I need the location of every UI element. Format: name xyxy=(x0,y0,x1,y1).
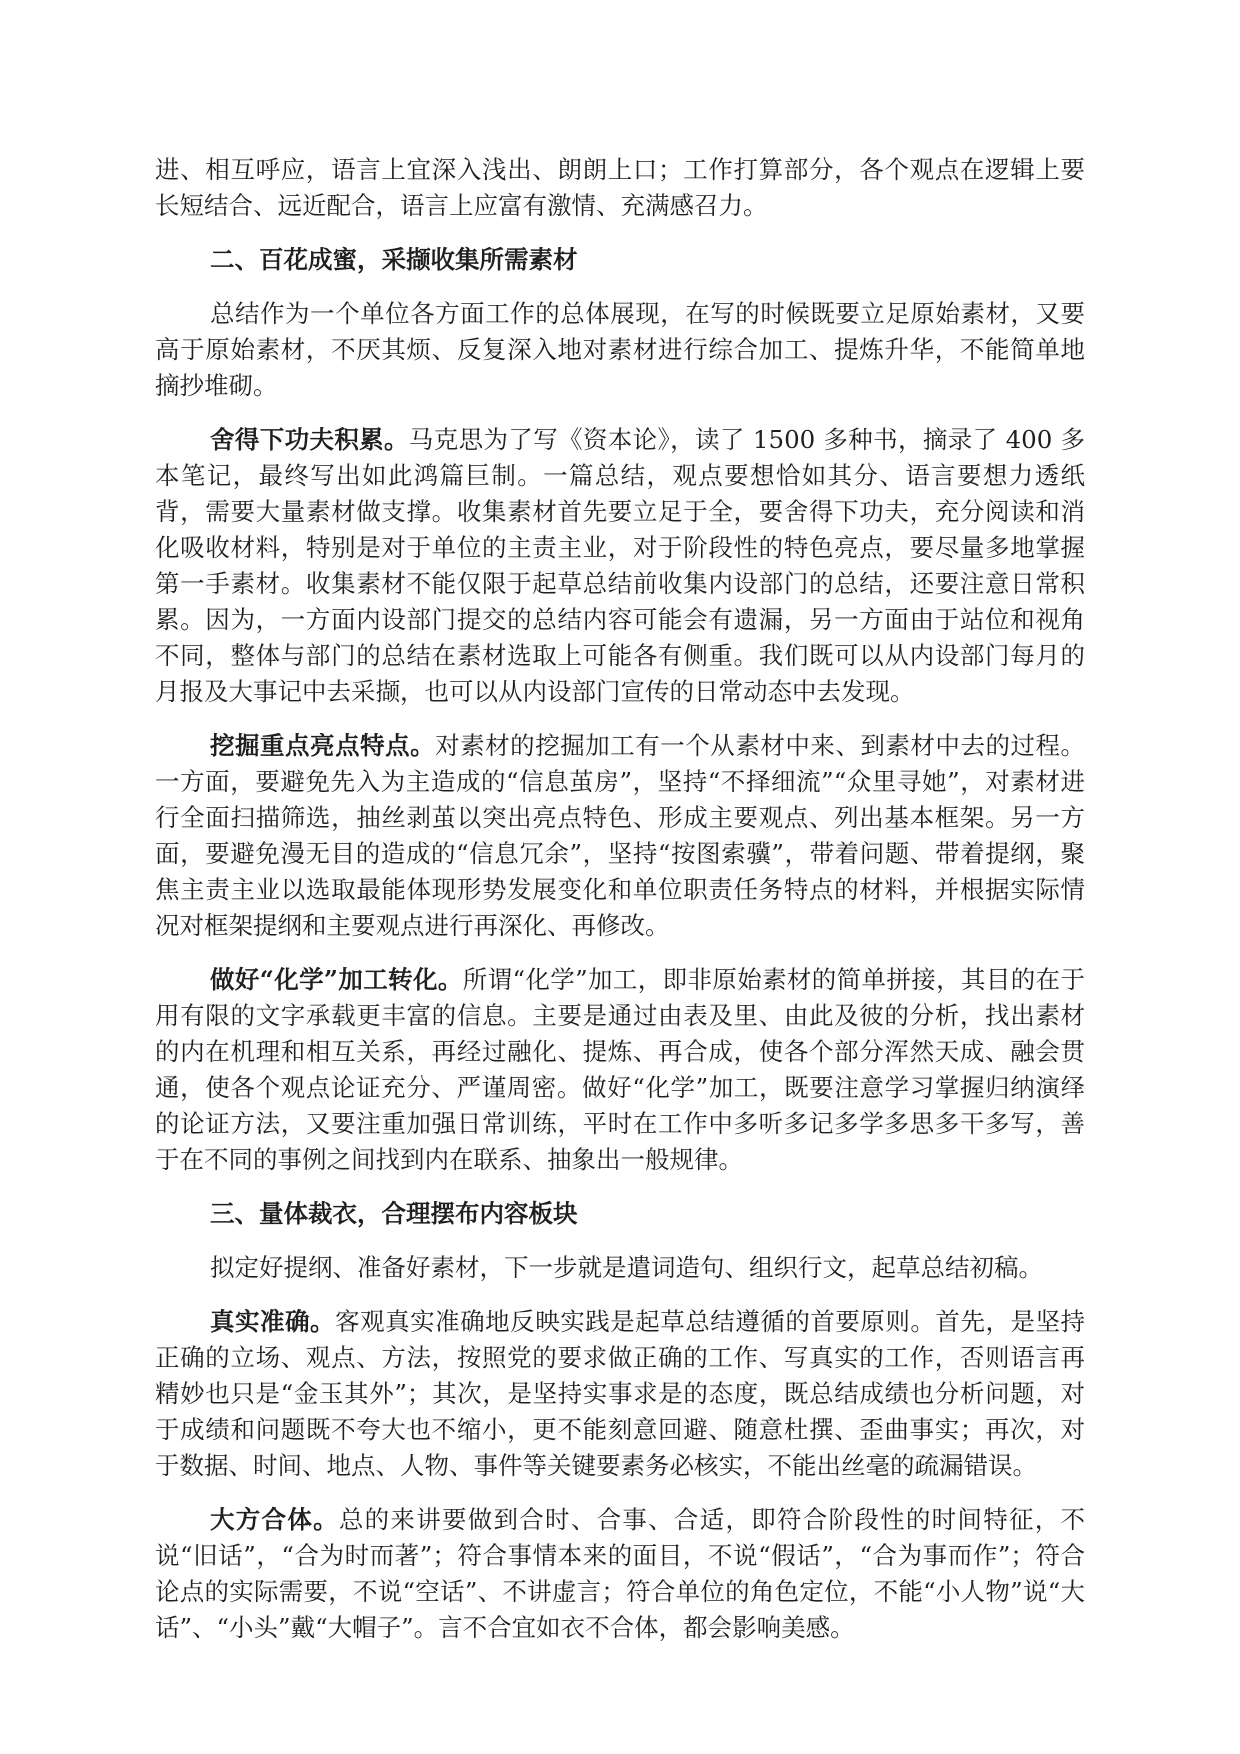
section-heading-3: 三、量体裁衣，合理摆布内容板块 xyxy=(210,1199,578,1228)
paragraph-truthful xyxy=(155,1304,1085,1484)
paragraph-accumulate xyxy=(155,422,1085,710)
paragraph-lead: 舍得下功夫积累。 xyxy=(210,425,409,454)
section-heading-2: 二、百花成蜜，采撷收集所需素材 xyxy=(210,245,578,274)
paragraph-highlights xyxy=(155,728,1085,944)
paragraph-continuation: 进、相互呼应，语言上宜深入浅出、朗朗上口；工作打算部分，各个观点在逻辑上要长短结合、远近配合，语言上应富有激情、充满感召力。 xyxy=(155,155,1085,220)
paragraph-body: 马克思为了写《资本论》，读了 1500 多种书，摘录了 400 多本笔记，最终写出如此鸿篇巨制。一篇总结，观点要想恰如其分、语言要想力透纸背，需要大量素材做支撑。收集素材首先要立足于全，要舍得下功夫，充分阅读和消化吸收材料，特别是对于单位的主责主业，对于阶段性的特色亮点，要尽量多地掌握第一手素材。收集素材不能仅限于起草总结前收集内设部门的总结，还要注意日常积累。因为，一方面内设部门提交的总结内容可能会有遗漏，另一方面由于站位和视角不同，整体与部门的总结在素材选取上可能各有侧重。我们既可以从内设部门每月的月报及大事记中去采撷，也可以从内设部门宣传的日常动态中去发现。 xyxy=(155,425,1085,706)
paragraph-body: 总的来讲要做到合时、合事、合适，即符合阶段性的时间特征，不说“旧话”，“合为时而著”；符合事情本来的面目，不说“假话”，“合为事而作”；符合论点的实际需要，不说“空话”、不讲虚言；符合单位的角色定位，不能“小人物”说“大话”、“小头”戴“大帽子”。言不合宜如衣不合体，都会影响美感。 xyxy=(155,1505,1086,1642)
paragraph-lead: 做好“化学”加工转化。 xyxy=(210,965,463,994)
paragraph-appropriate xyxy=(155,1502,1085,1646)
paragraph-lead: 挖掘重点亮点特点。 xyxy=(210,731,436,760)
document-page xyxy=(155,152,1085,1664)
paragraph-body: 客观真实准确地反映实践是起草总结遵循的首要原则。首先，是坚持正确的立场、观点、方法，按照党的要求做正确的工作、写真实的工作，否则语言再精妙也只是“金玉其外”；其次，是坚持实事求是的态度，既总结成绩也分析问题，对于成绩和问题既不夸大也不缩小，更不能刻意回避、随意杜撰、歪曲事实；再次，对于数据、时间、地点、人物、事件等关键要素务必核实，不能出丝毫的疏漏错误。 xyxy=(155,1307,1086,1480)
paragraph-body: 对素材的挖掘加工有一个从素材中来、到素材中去的过程。一方面，要避免先入为主造成的“信息茧房”，坚持“不择细流”“众里寻她”，对素材进行全面扫描筛选，抽丝剥茧以突出亮点特色、形成主要观点、列出基本框架。另一方面，要避免漫无目的造成的“信息冗余”，坚持“按图索骥”，带着问题、带着提纲，聚焦主责主业以选取最能体现形势发展变化和单位职责任务特点的材料，并根据实际情况对框架提纲和主要观点进行再深化、再修改。 xyxy=(155,731,1086,940)
paragraph-body: 所谓“化学”加工，即非原始素材的简单拼接，其目的在于用有限的文字承载更丰富的信息。主要是通过由表及里、由此及彼的分析，找出素材的内在机理和相互关系，再经过融化、提炼、再合成，使各个部分浑然天成、融会贯通，使各个观点论证充分、严谨周密。做好“化学”加工，既要注意学习掌握归纳演绎的论证方法，又要注重加强日常训练，平时在工作中多听多记多学多思多干多写，善于在不同的事例之间找到内在联系、抽象出一般规律。 xyxy=(155,965,1085,1174)
paragraph-section3-intro: 拟定好提纲、准备好素材，下一步就是遣词造句、组织行文，起草总结初稿。 xyxy=(210,1253,1043,1282)
paragraph-section2-intro: 总结作为一个单位各方面工作的总体展现，在写的时候既要立足原始素材，又要高于原始素材，不厌其烦、反复深入地对素材进行综合加工、提炼升华，不能简单地摘抄堆砌。 xyxy=(155,299,1085,400)
paragraph-chemical-processing xyxy=(155,962,1085,1178)
paragraph-lead: 真实准确。 xyxy=(210,1307,336,1336)
paragraph-lead: 大方合体。 xyxy=(210,1505,339,1534)
